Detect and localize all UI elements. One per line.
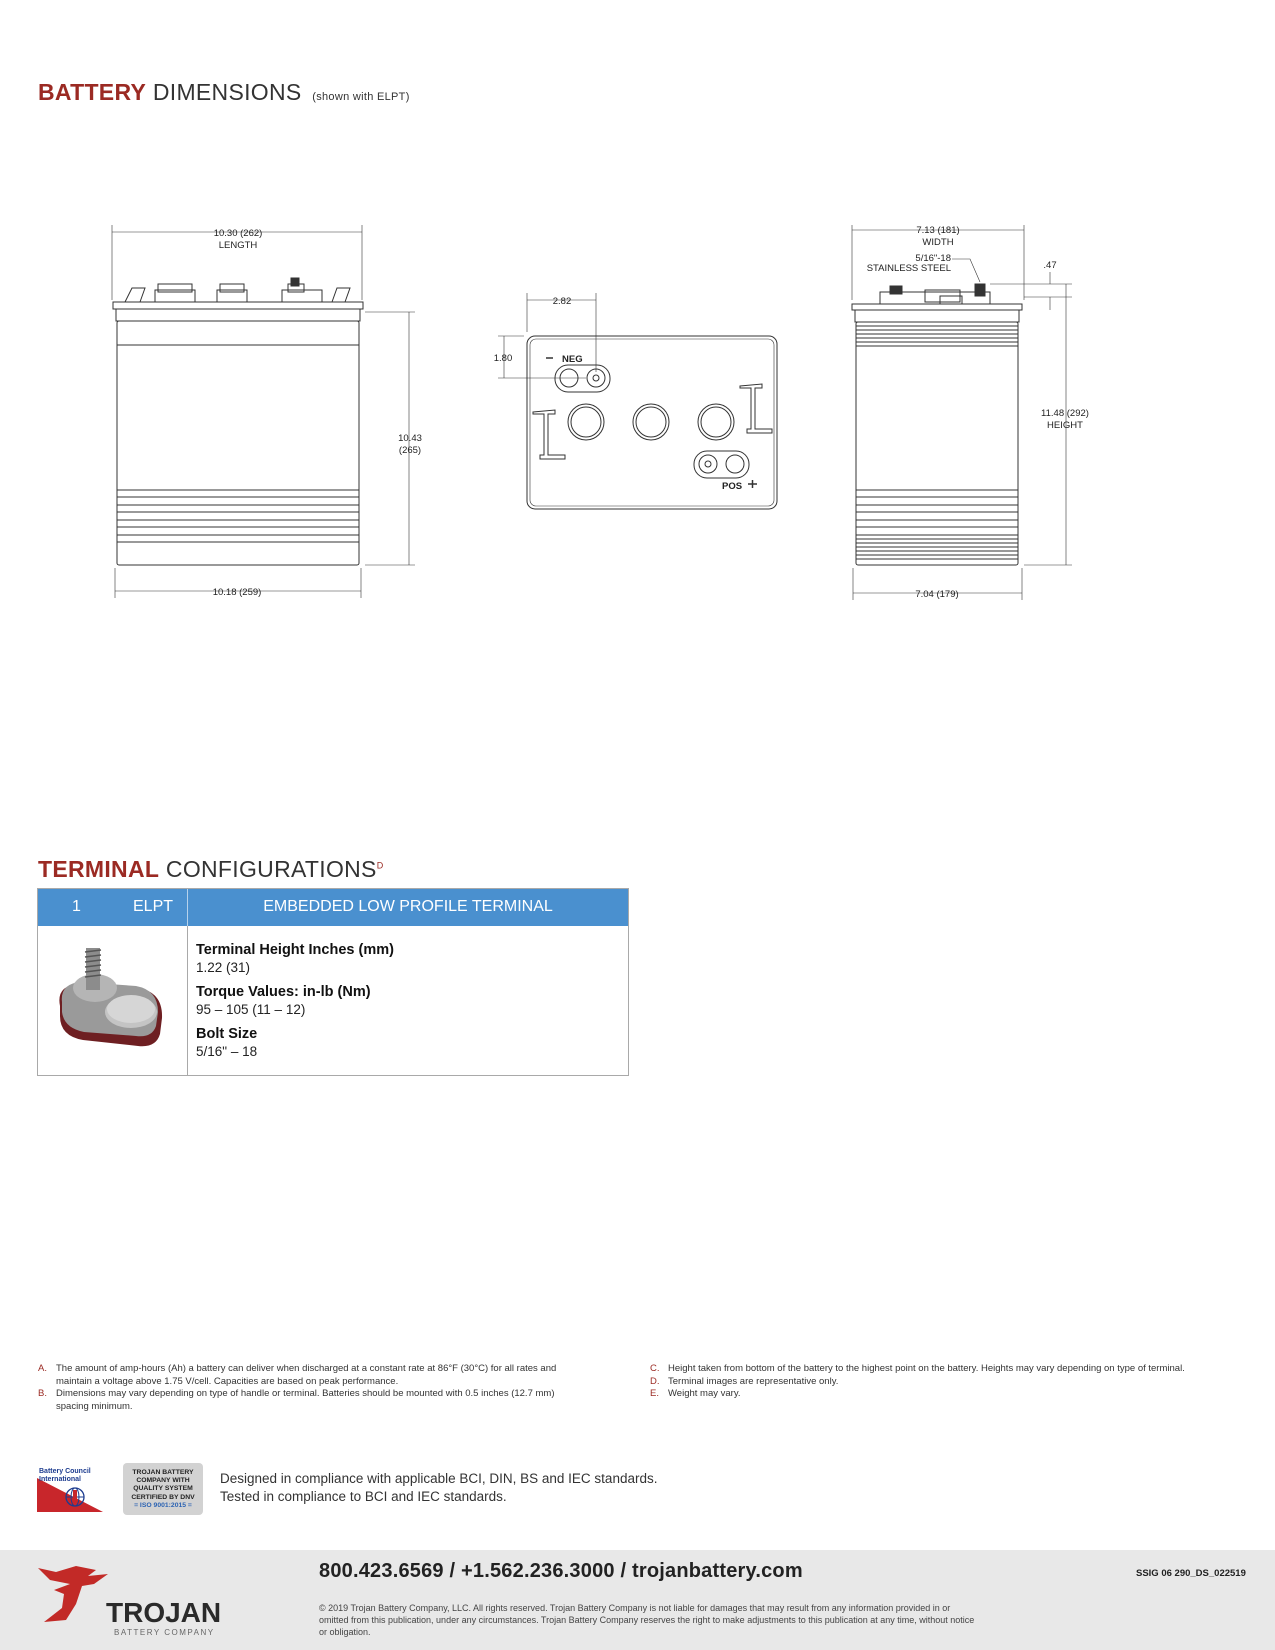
copyright-notice: © 2019 Trojan Battery Company, LLC. All rights reserved. Trojan Battery Company is not liable for damages that may result from any information provided in or omitted from this publication, under any circumstances. Trojan Battery Company reserves the right to make adjustments to this publication at any time, without notice or obligation. [319, 1603, 975, 1637]
footnote-letter: D. [650, 1375, 660, 1387]
terminal-name: EMBEDDED LOW PROFILE TERMINAL [263, 898, 553, 915]
footnote-text: The amount of amp-hours (Ah) a battery can deliver when discharged at a constant rate at 86°F (30°C) for all rates and maintain a voltage above 1.75 V/cell. Capacities are based on peak performance. [56, 1363, 557, 1387]
trojan-logo [36, 1560, 226, 1640]
width-top-label: 7.13 (181) [916, 225, 960, 236]
length-word-label: LENGTH [218, 240, 258, 251]
front-view-drawing [112, 225, 415, 598]
terminal-table [37, 888, 629, 1076]
top-view-drawing [498, 293, 777, 509]
spec-label: Terminal Height Inches (mm) [196, 942, 394, 958]
spec-label: Bolt Size [196, 1026, 258, 1042]
footnotes-right [650, 1363, 1250, 1401]
iso-certification-badge [123, 1463, 203, 1515]
top-x-label: 2.82 [552, 296, 572, 307]
title-accent: TERMINAL [38, 856, 160, 882]
iso-line: CERTIFIED BY DNV [131, 1493, 195, 1501]
terminal-number: 1 [72, 898, 81, 915]
terminal-height-label: .47 [1043, 260, 1057, 271]
spec-value: 95 – 105 (11 – 12) [196, 1002, 306, 1017]
footnote-ref: D [376, 860, 384, 871]
spec-value: 5/16" – 18 [196, 1044, 258, 1059]
footnote-letter: E. [650, 1388, 659, 1399]
footnote-letter: A. [38, 1363, 47, 1374]
footnote-text: Terminal images are representative only. [668, 1375, 839, 1387]
height-side-label-1: 10.43 [398, 433, 422, 444]
footnote-text: Height taken from bottom of the battery to the highest point on the battery. Heights may vary depending on type of terminal. [668, 1363, 1185, 1374]
bci-logo [37, 1466, 109, 1512]
footnote [650, 1376, 1250, 1389]
footnote-text: Weight may vary. [668, 1388, 741, 1399]
footnote-text: Dimensions may vary depending on type of handle or terminal. Batteries should be mounted with 0.5 inches (12.7 mm) spacing minimum. [56, 1388, 555, 1412]
iso-line: COMPANY WITH [136, 1477, 190, 1485]
spec-value: 1.22 (31) [196, 960, 251, 975]
compliance-text [220, 1470, 657, 1506]
pos-label: POS [722, 481, 743, 492]
terminal-configurations-title [38, 856, 384, 883]
compliance-line: Tested in compliance to BCI and IEC standards. [220, 1489, 507, 1504]
bci-line-2: International [39, 1476, 82, 1483]
height-side-label-2: (265) [398, 445, 422, 456]
width-bottom-label: 7.04 (179) [915, 589, 959, 600]
dimension-drawings [0, 0, 1275, 650]
height-total-label-1: 11.48 (292) [1041, 408, 1089, 419]
length-top-label: 10.30 (262) [213, 228, 263, 239]
cell-divider [187, 926, 188, 1076]
compliance-line: Designed in compliance with applicable BCI, DIN, BS and IEC standards. [220, 1471, 658, 1486]
footnote-letter: B. [38, 1388, 47, 1399]
title-accent: BATTERY [38, 79, 147, 105]
bci-line-1: Battery Council [39, 1468, 91, 1475]
iso-code: = ISO 9001:2015 = [134, 1501, 192, 1509]
top-y-label: 1.80 [493, 353, 513, 364]
terminal-table-header [38, 889, 628, 926]
width-word-label: WIDTH [922, 237, 954, 248]
neg-label: NEG [562, 354, 583, 365]
title-rest: CONFIGURATIONS [165, 856, 377, 882]
title-note: (shown with ELPT) [312, 91, 410, 103]
height-total-label-2: HEIGHT [1047, 420, 1083, 431]
footnotes-left [38, 1363, 578, 1413]
page-footer [0, 1550, 1275, 1650]
length-bottom-label: 10.18 (259) [212, 587, 262, 598]
spec-label: Torque Values: in-lb (Nm) [196, 984, 371, 1000]
contact-info: 800.423.6569 / +1.562.236.3000 / trojanbattery.com [319, 1560, 803, 1582]
footnote [650, 1363, 1250, 1376]
document-code: SSIG 06 290_DS_022519 [1136, 1568, 1246, 1579]
stainless-label: STAINLESS STEEL [866, 263, 951, 274]
footnote [650, 1388, 1250, 1401]
footnote [38, 1388, 578, 1413]
terminal-specs [196, 941, 616, 1067]
iso-line: TROJAN BATTERY [132, 1469, 194, 1476]
footnote-letter: C. [650, 1363, 660, 1374]
bolt-label: 5/16"-18 [915, 253, 951, 264]
terminal-image [38, 926, 187, 1076]
terminal-code: ELPT [133, 898, 174, 915]
logo-word: TROJAN [106, 1597, 222, 1628]
footnote [38, 1363, 578, 1388]
logo-sub: BATTERY COMPANY [114, 1628, 215, 1637]
iso-line: QUALITY SYSTEM [133, 1485, 193, 1493]
title-rest: DIMENSIONS [152, 79, 302, 105]
side-view-drawing [852, 225, 1072, 600]
